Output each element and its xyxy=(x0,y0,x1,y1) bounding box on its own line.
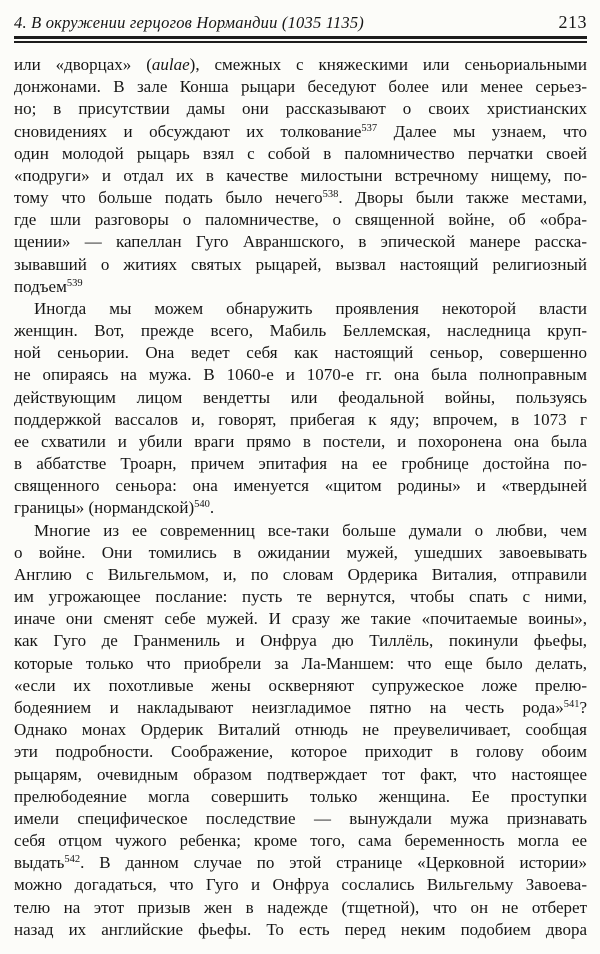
text-line: как Гуго де Гранмениль и Онфруа дю Тиллёль, покинули фьефы, xyxy=(14,631,587,651)
text-line: которые только что приобрели за Ла-Маншем: что еще было делать, xyxy=(14,653,587,673)
footnote-ref: 541 xyxy=(563,698,580,710)
text-line: им угрожающее послание: пусть те вернутся, чтобы спать с ними, xyxy=(14,587,587,607)
text-line: можно догадаться, что Гуго и Онфруа сослались Вильгельму Завоева- xyxy=(14,875,587,895)
footnote-ref: 538 xyxy=(322,189,339,201)
text-line: Многие из ее современниц все-таки больше думали о любви, чем xyxy=(34,520,587,540)
latin-term-italic: aulae xyxy=(151,55,190,74)
text-line: прелюбодеяние могла совершить только женщина. Ее проступки xyxy=(14,786,587,806)
text-line: имели специфическое последствие — вынуждали мужа признавать xyxy=(14,808,587,828)
text-line: один молодой рыцарь взял с собой в паломничество перчатки своей xyxy=(14,143,587,163)
text-line: бодеянием и накладывают неизгладимое пятно на честь рода»$^{541}$? xyxy=(14,697,587,717)
page-number: 213 xyxy=(558,12,587,32)
text-line: женщин. Вот, прежде всего, Мабиль Беллемская, наследница круп- xyxy=(14,321,587,341)
text-line: зывавший о житиях святых рыцарей, вызвал настоящий религиозный xyxy=(14,254,587,274)
text-line: ной сеньории. Она ведет себя как настоящий сеньор, совершенно xyxy=(14,343,587,363)
text-line: выдать$^{542}$. В данном случае по этой странице «Церковной истории» xyxy=(14,853,587,873)
text-line: Англию с Вильгельмом, и, по словам Ордерика Виталия, отправили xyxy=(14,564,587,584)
page-body xyxy=(14,54,587,941)
text-line: сновидениях и обсуждают их толкование$^{537}$ Далее мы узнаем, что xyxy=(14,121,587,141)
text-line: действующим лицом вендетты или феодальной войны, пользуясь xyxy=(14,387,587,407)
text-line: себя отцом чужого ребенка; кроме того, сама беременность могла ее xyxy=(14,831,587,851)
text-line: или «дворцах» (aulae), смежных с княжескими или сеньориальными xyxy=(14,55,587,74)
text-line: щении» — капеллан Гуго Авраншского, в эпической манере расска- xyxy=(14,232,587,252)
text-line: назад их английские фьефы. То есть перед неким подобием двора xyxy=(14,919,587,939)
footnote-ref: 540 xyxy=(194,499,210,511)
footnote-ref: 542 xyxy=(64,854,81,866)
footnote-ref: 537 xyxy=(361,122,378,134)
running-header xyxy=(14,12,587,33)
text-line: Иногда мы можем обнаружить проявления некоторой власти xyxy=(34,298,587,318)
text-line: телю на этот призыв жен в надежде (тщетной), что он не отберет xyxy=(14,897,587,917)
text-line: границы» (нормандской)$^{540}$. xyxy=(14,498,215,518)
text-line: о войне. Они томились в ожидании мужей, ушедших завоевывать xyxy=(14,542,587,562)
text-line: в аббатстве Троарн, причем эпитафия на ее гробнице достойна по- xyxy=(14,454,587,474)
text-line: донжонами. В зале Конша рыцари беседуют более или менее серьез- xyxy=(14,77,587,97)
text-line: «если их похотливые жены оскверняют супружеское ложе прелю- xyxy=(14,675,587,695)
text-line: но; в присутствии дамы они рассказывают о своих христианских xyxy=(14,99,587,119)
text-line: рыцарям, очевидным образом подтверждает тот факт, что настоящее xyxy=(14,764,587,784)
text-line: где шли разговоры о паломничестве, о священной войне, об «обра- xyxy=(14,210,587,230)
text-line: эти подробности. Соображение, которое приходит в голову обоим xyxy=(14,742,587,762)
text-line: не опираясь на мужа. В 1060-е и 1070-е гг. она была полноправным xyxy=(14,365,587,385)
text-line: Однако монах Ордерик Виталий отнюдь не преувеличивает, сообщая xyxy=(14,720,587,740)
chapter-header-title: 4. В окружении герцогов Нормандии (1035 1135) xyxy=(14,13,364,32)
text-line: поддержкой вассалов и, говорят, прибегая к яду; впрочем, в 1073 г xyxy=(14,409,587,429)
text-line: священного сеньора: она именуется «щитом родины» и «твердыней xyxy=(14,476,587,496)
text-line: «подруги» и отдал их в качестве милостыни встречному нищему, по- xyxy=(14,165,587,185)
footnote-ref: 539 xyxy=(66,277,83,289)
text-line: тому что больше подать было нечего$^{538}$. Дворы были также местами, xyxy=(14,188,587,208)
text-line: иначе они сменят себе мужей. И сразу же такие «почитаемые воины», xyxy=(14,609,587,629)
text-line: подъем$^{539}$ xyxy=(14,276,83,296)
text-line: ее схватили и убили враги прямо в постели, и похоронена она была xyxy=(14,431,587,451)
header-divider-rule xyxy=(14,36,587,43)
